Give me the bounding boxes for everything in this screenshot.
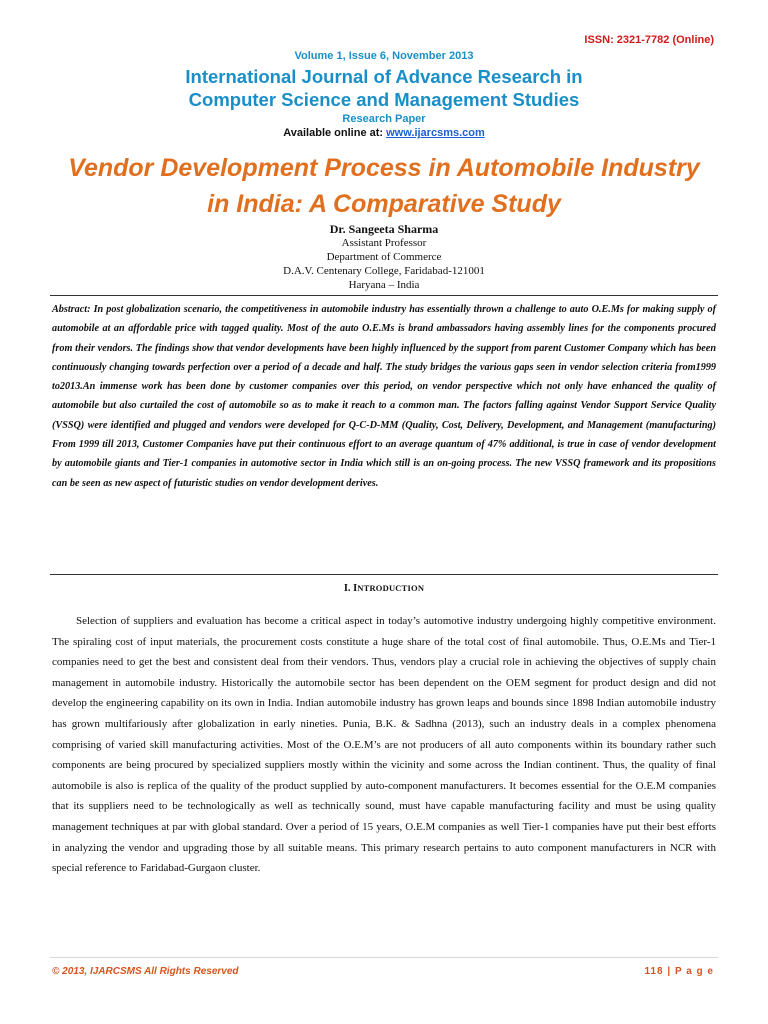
available-prefix: Available online at:: [283, 127, 387, 139]
paper-title-line1: Vendor Development Process in Automobile Industry: [68, 154, 700, 182]
introduction-paragraph: Selection of suppliers and evaluation has become a critical aspect in today’s automotive industry undergoing highly competitive environment. The spiraling cost of input materials, the procurement costs constitute a huge share of the total cost of final automobile. Thus, O.E.Ms and Tier-1 companies need to get the best and consistent deal from their vendors. Thus, vendors play a crucial role in achieving the objectives of supply chain management in automobile industry. Historically the automobile sector has been dependent on the OEM segment for product design and did not develop the engineering capability on its own in India. Indian automobile industry has grown leaps and bounds since 1898 Indian automobile industry has grown multifariously after globalization in early nineties. Punia, B.K. & Sadhna (2013), such an industry deals in a complex phenomena comprising of varied skill manufacturing activities. Most of the O.E.M’s are not producers of all auto components within its boundary rather such components are being procured by specialized suppliers mostly within the vicinity and some across the Indian continent. Thus, the quality of final automobile is also is replica of the quality of the product supplied by auto-component manufacturers. It becomes essential for the O.E.M companies that its suppliers need to be technologically as well as technically sound, must have capable manufacturing facility and must be using quality management techniques at par with global standard. Over a period of 15 years, O.E.M companies as well Tier-1 companies have put their best efforts in analyzing the vendor and upgrading those by all suitable means. This primary research pertains to auto component manufacturers in NCR with special reference to Faridabad-Gurgaon cluster.: [52, 615, 716, 875]
journal-title-line1: International Journal of Advance Research in: [185, 66, 583, 87]
journal-title: [0, 65, 768, 111]
footer-copyright: © 2013, IJARCSMS All Rights Reserved: [52, 966, 239, 977]
abstract-divider-bottom: [50, 574, 718, 575]
paper-title: [0, 150, 768, 222]
journal-header: [0, 50, 768, 139]
journal-title-line2: Computer Science and Management Studies: [188, 89, 580, 110]
available-online: [0, 127, 768, 139]
author-position: Assistant Professor: [341, 237, 427, 249]
paper-type: Research Paper: [342, 113, 426, 125]
author-location: Haryana – India: [348, 279, 420, 291]
abstract-divider-top: [50, 295, 718, 296]
footer-page-number: 118 | P a g e: [644, 966, 714, 977]
journal-website-link[interactable]: www.ijarcsms.com: [386, 127, 485, 139]
section-rest: NTRODUCTION: [357, 583, 425, 593]
author-college: D.A.V. Centenary College, Faridabad-121001: [283, 265, 485, 277]
author-department: Department of Commerce: [326, 251, 442, 263]
issn-label: ISSN: 2321-7782 (Online): [584, 34, 714, 46]
abstract-text: Abstract: In post globalization scenario, the competitiveness in automobile industry has essentially thrown a challenge to auto O.E.Ms for making supply of automobile at an affordable price with tagged quality. Most of the auto O.E.Ms is brand ambassadors having assembly lines for the components procured from their vendors. The findings show that vendor developments have been highly influenced by the support from parent Customer Company which has been continuously changing towards perfection over a period of a decade and half. The study bridges the various gaps seen in vendor selection criteria from1999 to2013.An immense work has been done by customer companies over this period, on vendor perspective which not only have enhanced the quality of automobile but also curtailed the cost of automobile so as to make it reach to a common man. The factors falling against Vendor Support Service Quality (VSSQ) were identified and plugged and vendors were developed for Q-C-D-MM (Quality, Cost, Delivery, Development, and Management (manufacturing) From 1999 till 2013, Customer Companies have put their continuous effort to an average quantum of 47% additional, is true in case of vendor development by automobile giants and Tier-1 companies in automotive sector in India which still is an on-going process. The new VSSQ framework and its propositions can be seen as new aspect of futuristic studies on vendor development derives.: [52, 304, 716, 489]
section-number: I.: [343, 583, 354, 594]
volume-issue: Volume 1, Issue 6, November 2013: [294, 50, 474, 62]
author-name: Dr. Sangeeta Sharma: [329, 222, 439, 236]
section-first-letter: I: [353, 583, 358, 594]
paper-title-line2: in India: A Comparative Study: [207, 190, 561, 218]
author-block: [0, 222, 768, 292]
footer-divider: [50, 957, 718, 958]
section-heading-introduction: [0, 583, 768, 594]
